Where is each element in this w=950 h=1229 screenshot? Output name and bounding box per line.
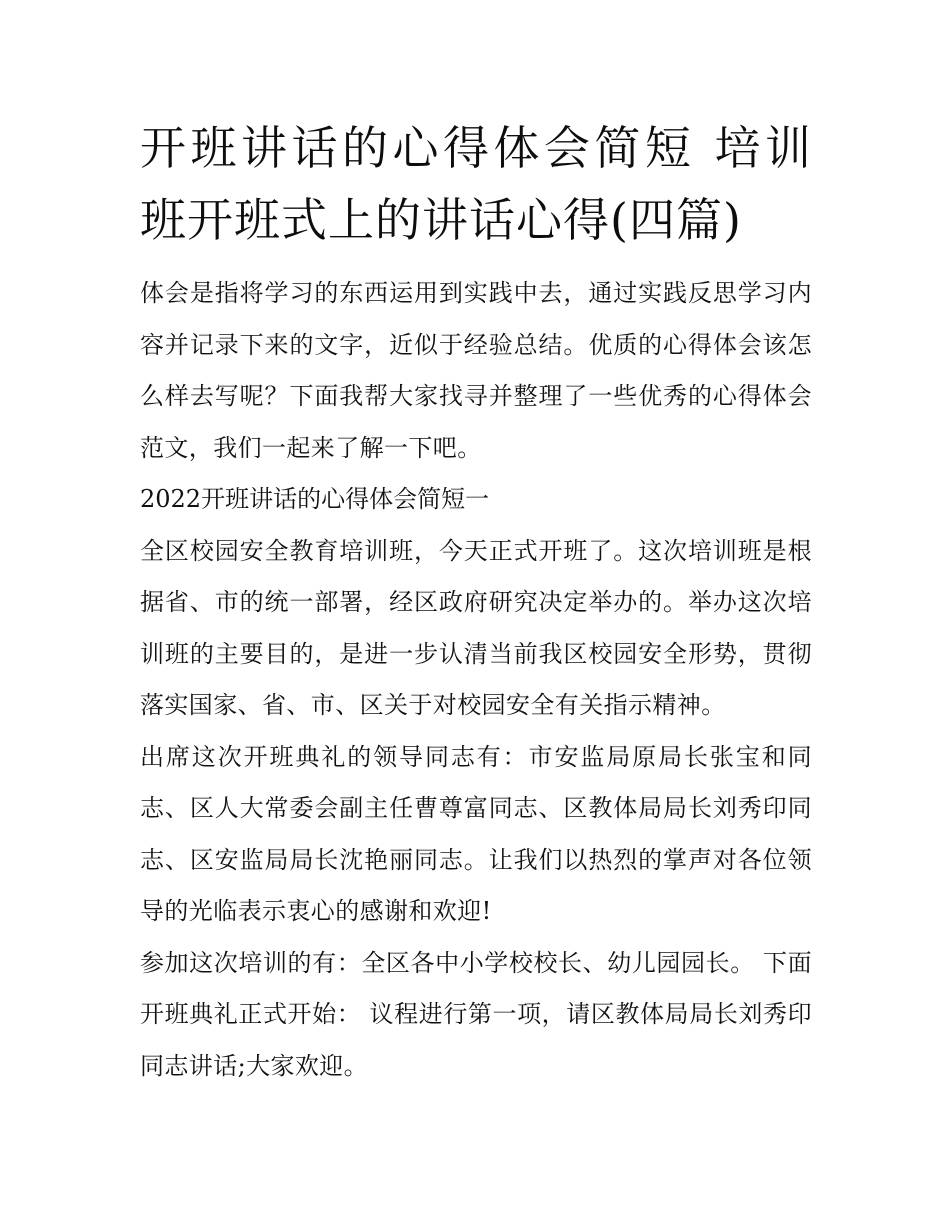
section-heading: 2022开班讲话的心得体会简短一 (140, 485, 490, 513)
body-paragraph: 全区校园安全教育培训班，今天正式开班了。这次培训班是根据省、市的统一部署，经区政府研究决定举办的。举办这次培训班的主要目的，是进一步认清当前我区校园安全形势，贯彻落实国家、省、市、区关于对校园安全有关指示精神。 (140, 536, 812, 719)
intro-paragraph: 体会是指将学习的东西运用到实践中去，通过实践反思学习内容并记录下来的文字，近似于经验总结。优质的心得体会该怎么样去写呢？下面我帮大家找寻并整理了一些优秀的心得体会范文，我们一起来了解一下吧。 (140, 279, 812, 462)
body-paragraph: 参加这次培训的有：全区各中小学校校长、幼儿园园长。 下面开班典礼正式开始： 议程进行第一项，请区教体局局长刘秀印同志讲话;大家欢迎。 (140, 948, 812, 1080)
body-paragraph: 出席这次开班典礼的领导同志有：市安监局原局长张宝和同志、区人大常委会副主任曹尊富同志、区教体局局长刘秀印同志、区安监局局长沈艳丽同志。让我们以热烈的掌声对各位领导的光临表示衷心的感谢和欢迎! (140, 742, 812, 925)
document-body (140, 112, 812, 1092)
document-title: 开班讲话的心得体会简短 培训班开班式上的讲话心得(四篇) (140, 121, 812, 247)
